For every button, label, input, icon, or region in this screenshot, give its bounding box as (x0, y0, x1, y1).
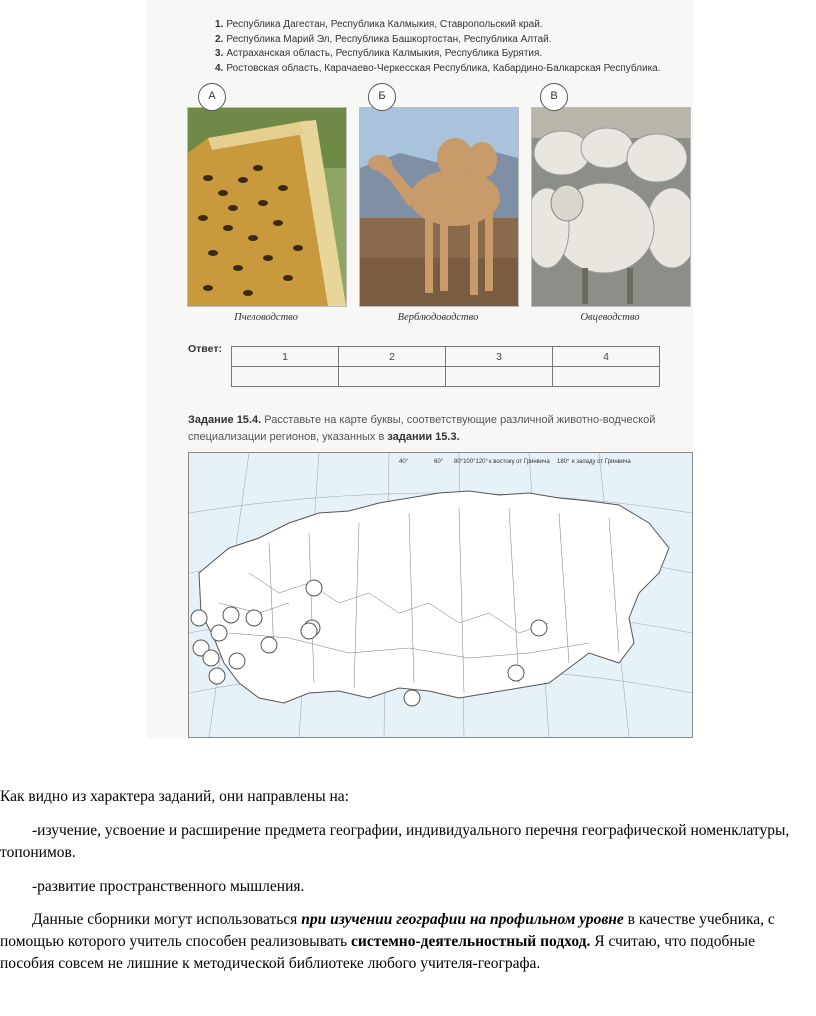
answer-circle[interactable] (229, 653, 245, 669)
answer-col-header: 2 (339, 347, 446, 367)
answer-circle[interactable] (203, 650, 219, 666)
degree-label: 180° (557, 459, 570, 465)
answer-circle[interactable] (223, 607, 239, 623)
photo-camel-breeding (359, 107, 519, 307)
bullet-spatial-thinking: -развитие пространственного мышления. (32, 878, 305, 895)
intro-line: Как видно из характера заданий, они направлены на: (0, 788, 349, 805)
answer-circle[interactable] (211, 625, 227, 641)
answer-cell[interactable] (446, 367, 553, 387)
degree-label: к востоку от Гринвича (489, 459, 550, 465)
answer-circle[interactable] (191, 610, 207, 626)
answer-table (231, 346, 660, 387)
answer-circle[interactable] (301, 623, 317, 639)
answer-circle[interactable] (508, 665, 524, 681)
answer-circle[interactable] (404, 690, 420, 706)
list-item: 4. Ростовская область, Карачаево-Черкесская Республика, Кабардино-Балкарская Республика. (215, 62, 661, 74)
badge-b: Б (368, 83, 396, 111)
russia-outline-map (188, 452, 693, 738)
caption-sheep-breeding: Овцеводство (580, 312, 640, 323)
list-item: 3. Астраханская область, Республика Калмыкия, Республика Бурятия. (215, 48, 543, 59)
task-title: Задание 15.4. (188, 414, 262, 426)
answer-circle[interactable] (261, 637, 277, 653)
answer-cell[interactable] (553, 367, 660, 387)
conclusion-paragraph: Данные сборники могут использоваться при изучении географии на профильном уровне в качестве учебника, с помощью которого учитель способен реализовывать системно-деятельностный подход. Я считаю, что подобные пособия совсем не лишние к методической библиотеке любого учителя-географа. (0, 911, 775, 972)
list-item: 1. Республика Дагестан, Республика Калмыкия, Ставропольский край. (215, 19, 543, 30)
list-item: 2. Республика Марий Эл, Республика Башкортостан, Республика Алтай. (215, 33, 552, 45)
answer-circle[interactable] (209, 668, 225, 684)
badge-c: В (540, 83, 568, 111)
answer-cell[interactable] (232, 367, 339, 387)
answer-circle[interactable] (246, 610, 262, 626)
photo-sheep-breeding (531, 107, 691, 307)
task-ref: задании 15.3. (387, 431, 460, 443)
caption-beekeeping: Пчеловодство (234, 312, 298, 323)
bullet-nomenclature: -изучение, усвоение и расширение предмета географии, индивидуального перечня географической номенклатуры, топонимов. (0, 822, 790, 861)
degree-label: 80°100°120° (454, 459, 488, 465)
russia-landmass (199, 491, 669, 703)
answer-col-header: 1 (232, 347, 339, 367)
answer-col-header: 4 (553, 347, 660, 367)
degree-label: 60° (434, 459, 444, 465)
degree-label: к западу от Гринвича (572, 459, 631, 465)
photo-beekeeping (187, 107, 347, 307)
answer-circle[interactable] (531, 620, 547, 636)
answer-col-header: 3 (446, 347, 553, 367)
answer-cell[interactable] (339, 367, 446, 387)
caption-camel-breeding: Верблюдоводство (397, 312, 479, 323)
region-list (215, 18, 661, 76)
answer-circle[interactable] (306, 580, 322, 596)
answer-label: Ответ: (188, 343, 222, 355)
badge-a: А (198, 83, 226, 111)
task-15-4 (188, 412, 693, 446)
task-text: Расставьте на карте буквы, соответствующие различной животно-водческой специализации регионов, указанных в (188, 414, 656, 443)
degree-label: 40° (399, 459, 409, 465)
